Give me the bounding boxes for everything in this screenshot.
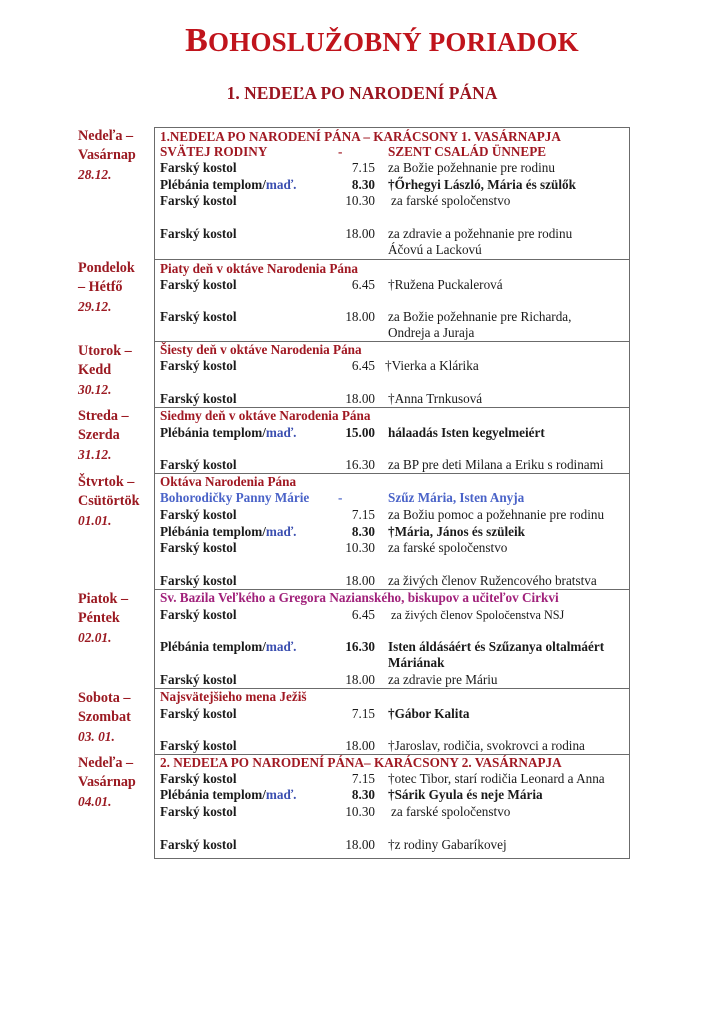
day-heading: Oktáva Narodenia Pána [160,474,297,489]
feast-separator: - [338,144,343,159]
mass-intention-cont: Máriának [388,655,445,670]
mass-intention-cont: Ondreja a Juraja [388,325,475,340]
mass-time: 16.30 [345,457,375,472]
mass-intention: za Božie požehnanie pre Richarda, [388,309,572,324]
schedule-table [154,127,630,859]
day-name-sk: Pondelok [78,260,135,276]
day-name-hu: Vasárnap [78,774,136,790]
mass-time: 7.15 [351,771,375,786]
mass-place: Farský kostol [160,457,237,472]
day-name-sk: Utorok – [78,343,132,359]
subtitle-text: 1. NEDEĽA PO NARODENÍ PÁNA [226,83,498,103]
day-block-0101 [155,473,629,590]
day-date: 01.01. [78,513,112,528]
mass-time: 10.30 [345,804,375,819]
mass-intention: †Vierka a Klárika [385,358,479,373]
mass-time: 7.15 [351,160,375,175]
mass-time: 16.30 [345,639,375,654]
mass-time: 7.15 [351,507,375,522]
day-name-hu: Kedd [78,362,112,378]
mass-intention: za farské spoločenstvo [388,540,508,555]
day-name-sk: Nedeľa – [78,755,134,771]
day-block-2912 [155,259,629,342]
feast-hu: Szűz Mária, Isten Anyja [388,490,525,505]
place-name: Plébánia templom/ [160,177,266,192]
day-name-sk: Nedeľa – [78,128,134,144]
day-block-0201 [155,589,629,689]
day-block-2812 [155,128,629,260]
day-date: 31.12. [78,447,112,462]
day-name-hu: Vasárnap [78,147,136,163]
mass-intention: hálaadás Isten kegyelmeiért [388,425,545,440]
mass-time: 8.30 [351,177,375,192]
language-tag: maď. [265,177,297,192]
mass-intention: †Anna Trnkusová [388,391,483,406]
mass-place [160,177,296,193]
mass-intention: za živých členov Spoločenstva NSJ [391,608,565,622]
mass-place: Farský kostol [160,672,237,687]
day-name-sk: Štvrtok – [78,474,135,490]
day-date: 30.12. [78,382,112,397]
mass-intention: za BP pre deti Milana a Eriku s rodinami [388,457,604,472]
language-tag: maď. [265,639,297,654]
mass-intention: za Božie požehnanie pre rodinu [388,160,555,175]
day-name-hu: Péntek [78,610,120,626]
mass-time: 18.00 [345,672,375,687]
mass-intention: za zdravie a požehnanie pre rodinu [388,226,573,241]
mass-intention: †Mária, János és szüleik [388,524,526,539]
day-name-hu: Csütörtök [78,493,140,509]
mass-time: 18.00 [345,573,375,588]
mass-time: 18.00 [345,738,375,753]
feast-sk: Bohorodičky Panny Márie [160,490,310,505]
day-name-hu: – Hétfő [78,279,123,295]
mass-place: Farský kostol [160,391,237,406]
feast-hu: SZENT CSALÁD ÜNNEPE [388,144,547,159]
mass-place: Farský kostol [160,193,237,208]
mass-time: 6.45 [351,277,375,292]
day-block-0301 [155,688,629,755]
feast-sk: SVÄTEJ RODINY [160,144,268,159]
page-title [0,22,724,60]
day-heading: 2. NEDEĽA PO NARODENÍ PÁNA– KARÁCSONY 2. VASÁRNAPJA [160,755,562,770]
language-tag: maď. [265,425,297,440]
mass-time: 18.00 [345,226,375,241]
mass-intention: za zdravie pre Máriu [388,672,498,687]
day-date: 04.01. [78,794,112,809]
day-name-hu: Szombat [78,709,131,725]
title-rest: OHOSLUŽOBNÝ PORIADOK [208,27,579,57]
day-label-thursday-0101 [78,473,152,530]
day-label-monday-2912 [78,259,152,316]
day-label-tuesday-3012 [78,342,152,399]
mass-intention: †Őrhegyi László, Mária és szülők [388,177,576,192]
day-heading: Siedmy deň v oktáve Narodenia Pána [160,408,371,423]
day-date: 28.12. [78,167,112,182]
mass-place [160,787,296,803]
language-tag: maď. [265,787,297,802]
mass-place: Farský kostol [160,160,237,175]
mass-place: Farský kostol [160,771,237,786]
day-name-sk: Piatok – [78,591,129,607]
day-date: 03. 01. [78,729,115,744]
day-heading: Sv. Bazila Veľkého a Gregora Nazianského, biskupov a učiteľov Cirkvi [160,590,559,605]
day-block-3012 [155,341,629,408]
day-label-sunday-2812 [78,127,152,184]
day-heading: 1.NEDEĽA PO NARODENÍ PÁNA – KARÁCSONY 1. VASÁRNAPJA [160,129,561,144]
language-tag: maď. [265,524,297,539]
day-heading: Najsvätejšieho mena Ježiš [160,689,307,704]
mass-intention: za živých členov Ružencového bratstva [388,573,597,588]
mass-intention: †Ružena Puckalerová [388,277,503,292]
mass-place [160,639,296,655]
mass-intention: †z rodiny Gabaríkovej [388,837,507,852]
mass-place: Farský kostol [160,607,237,622]
mass-intention: †Sárik Gyula és neje Mária [388,787,543,802]
mass-intention: Isten áldásáért és Szűzanya oltalmáért [388,639,605,654]
mass-place: Farský kostol [160,226,237,241]
day-label-saturday-0301 [78,689,152,746]
place-name: Plébánia templom/ [160,787,266,802]
day-label-sunday-0401 [78,754,152,811]
place-name: Plébánia templom/ [160,524,266,539]
mass-time: 6.45 [351,358,375,373]
day-heading: Šiesty deň v oktáve Narodenia Pána [160,342,362,357]
mass-place: Farský kostol [160,738,237,753]
mass-time: 8.30 [351,524,375,539]
mass-place: Farský kostol [160,309,237,324]
title-initial: B [185,22,209,59]
mass-place: Farský kostol [160,277,237,292]
mass-place: Farský kostol [160,358,237,373]
place-name: Plébánia templom/ [160,639,266,654]
mass-place: Farský kostol [160,837,237,852]
mass-intention: †otec Tibor, starí rodičia Leonard a Anna [388,771,605,786]
mass-time: 18.00 [345,837,375,852]
mass-intention: †Gábor Kalita [388,706,470,721]
place-name: Plébánia templom/ [160,425,266,440]
day-date: 02.01. [78,630,112,645]
mass-time: 15.00 [345,425,375,440]
mass-time: 10.30 [345,193,375,208]
page-subtitle [0,83,724,104]
mass-place: Farský kostol [160,540,237,555]
day-date: 29.12. [78,299,112,314]
mass-place [160,524,296,540]
mass-intention: za farské spoločenstvo [391,804,511,819]
day-name-sk: Streda – [78,408,129,424]
feast-separator: - [338,490,343,505]
mass-place: Farský kostol [160,706,237,721]
mass-time: 8.30 [351,787,375,802]
mass-time: 18.00 [345,391,375,406]
mass-time: 7.15 [351,706,375,721]
mass-time: 18.00 [345,309,375,324]
mass-intention: za farské spoločenstvo [391,193,511,208]
day-name-hu: Szerda [78,427,120,443]
mass-time: 10.30 [345,540,375,555]
day-heading: Piaty deň v oktáve Narodenia Pána [160,261,358,276]
day-block-0401 [155,754,629,858]
mass-intention-cont: Áčovú a Lackovú [388,242,482,257]
mass-time: 6.45 [351,607,375,622]
mass-place: Farský kostol [160,507,237,522]
day-name-sk: Sobota – [78,690,131,706]
day-label-wednesday-3112 [78,407,152,464]
mass-place: Farský kostol [160,804,237,819]
mass-place: Farský kostol [160,573,237,588]
day-label-friday-0201 [78,590,152,647]
mass-intention: za Božiu pomoc a požehnanie pre rodinu [388,507,605,522]
day-block-3112 [155,407,629,474]
mass-place [160,425,296,441]
mass-intention: †Jaroslav, rodičia, svokrovci a rodina [388,738,585,753]
